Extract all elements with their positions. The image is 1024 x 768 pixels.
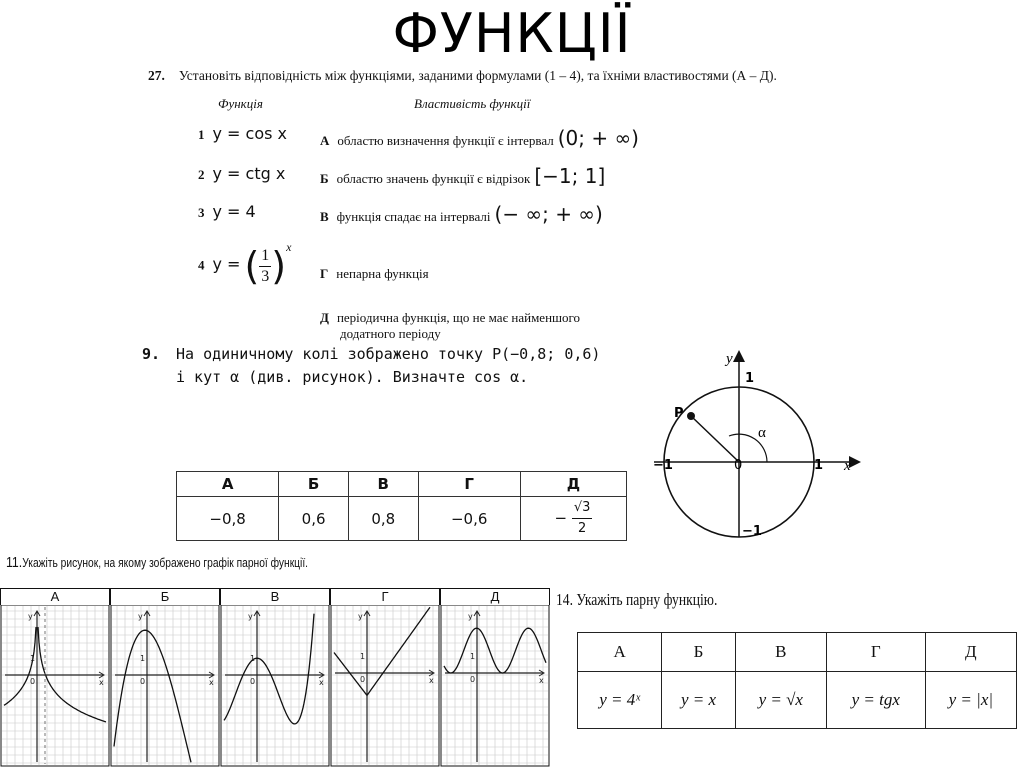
task27-col-function: Функція: [218, 96, 263, 111]
point-p-label: P: [674, 406, 684, 421]
unit-circle-figure: [650, 345, 870, 545]
task9-answer-g: −0,6: [418, 497, 520, 541]
task14-answer-v: y = √x: [735, 672, 826, 729]
task14-answer-d: y = |x|: [925, 672, 1016, 729]
task14-answer-b: y = x: [662, 672, 735, 729]
task11-number: 11.: [6, 554, 23, 571]
task27-function-2: 2 y = ctg x: [198, 164, 286, 183]
graph-x-label: x: [319, 678, 324, 687]
task14-header-a: А: [578, 633, 662, 672]
graph-x-label: x: [429, 676, 434, 685]
task27-property-v: В функція спадає на інтервалі (− ∞; + ∞): [320, 202, 603, 226]
task9-number: 9.: [142, 345, 161, 363]
task14-number: 14.: [556, 590, 573, 609]
task9-answer-v: 0,8: [348, 497, 418, 541]
task9-answer-b: 0,6: [279, 497, 349, 541]
task9-answer-table: [176, 471, 627, 541]
task27-function-3: 3 y = 4: [198, 202, 256, 221]
task9-answer-a: −0,8: [177, 497, 279, 541]
graph-zero-label: 0: [250, 677, 256, 686]
task11-header-d: Д: [440, 588, 550, 605]
task14-header-d: Д: [925, 633, 1016, 672]
graph-one-label: 1: [250, 654, 256, 663]
task27-number: 27.: [148, 68, 165, 83]
graph-zero-label: 0: [360, 675, 366, 684]
graph-zero-label: 0: [470, 675, 476, 684]
task27-property-b: Б областю значень функції є відрізок [−1; 1]: [320, 164, 606, 188]
task27-function-4: 4 y = ( $\frac{1}{3}$ )$^x$: [198, 240, 292, 288]
task27-function-1: 1 y = cos x: [198, 124, 288, 143]
task9-header-a: А: [177, 472, 279, 497]
graph-one-label: 1: [30, 654, 36, 663]
page-title: ФУНКЦІЇ: [392, 2, 632, 65]
task27-col-property: Властивість функції: [414, 96, 531, 111]
task9-answer-d: − $\frac{√3}{2}$: [520, 497, 626, 541]
task9-header-d: Д: [520, 472, 626, 497]
graph-panel-0: [1, 605, 109, 766]
label-one-top: 1: [745, 371, 755, 386]
graph-panel-3: [331, 605, 439, 766]
graph-one-label: 1: [140, 654, 146, 663]
task11-header-a: А: [0, 588, 110, 605]
task27-property-d: Д періодична функція, що не має найменшого додатного періоду: [320, 310, 581, 341]
task27-property-a: А областю визначення функції є інтервал (0; + ∞): [320, 126, 639, 150]
graph-panel-1: [111, 605, 219, 766]
task11-graph-panels: [0, 605, 550, 768]
task14-answer-a: y = 4ˣ: [578, 672, 662, 729]
graph-panel-4: [441, 605, 549, 766]
origin-label: 0: [734, 458, 743, 473]
task14-statement: 14. Укажіть парну функцію.: [556, 590, 718, 609]
graph-zero-label: 0: [30, 677, 36, 686]
graph-one-label: 1: [470, 652, 476, 661]
task11-header-v: В: [220, 588, 330, 605]
task14-header-b: Б: [662, 633, 735, 672]
x-label: x: [844, 458, 851, 474]
y-label: y: [726, 351, 733, 367]
graph-panel-2: [221, 605, 329, 766]
task11-graphs: [0, 588, 550, 768]
task9-statement: 9. На одиничному колі зображено точку P(−0,8; 0,6) і кут α (див. рисунок). Визначте cos α.: [142, 345, 601, 386]
point-p: [687, 412, 695, 420]
graph-y-label: y: [28, 612, 33, 621]
task27-property-g: Г непарна функція: [320, 266, 429, 281]
task11-statement: 11.Укажіть рисунок, на якому зображено графік парної функції.: [6, 554, 309, 571]
task14-header-g: Г: [826, 633, 925, 672]
graph-x-label: x: [209, 678, 214, 687]
task11-header-g: Г: [330, 588, 440, 605]
radius-to-p: [691, 416, 739, 462]
graph-y-label: y: [358, 612, 363, 621]
graph-x-label: x: [99, 678, 104, 687]
alpha-label: α: [758, 425, 766, 441]
graph-zero-label: 0: [140, 677, 146, 686]
task11-header-b: Б: [110, 588, 220, 605]
label-one-right: 1: [814, 458, 824, 473]
task27-statement: 27. Установіть відповідність між функціями, заданими формулами (1 – 4), та їхніми властивостями (А – Д).: [148, 68, 777, 83]
graph-y-label: y: [138, 612, 143, 621]
graph-y-label: y: [248, 612, 253, 621]
label-minus-one-bottom: −1: [742, 524, 762, 539]
task9-header-v: В: [348, 472, 418, 497]
graph-y-label: y: [468, 612, 473, 621]
label-minus-one-left: −1: [653, 458, 673, 473]
task14-header-v: В: [735, 633, 826, 672]
task14-answer-table: [577, 632, 1017, 729]
task9-header-b: Б: [279, 472, 349, 497]
graph-one-label: 1: [360, 652, 366, 661]
task14-answer-g: y = tgx: [826, 672, 925, 729]
task9-header-g: Г: [418, 472, 520, 497]
graph-x-label: x: [539, 676, 544, 685]
